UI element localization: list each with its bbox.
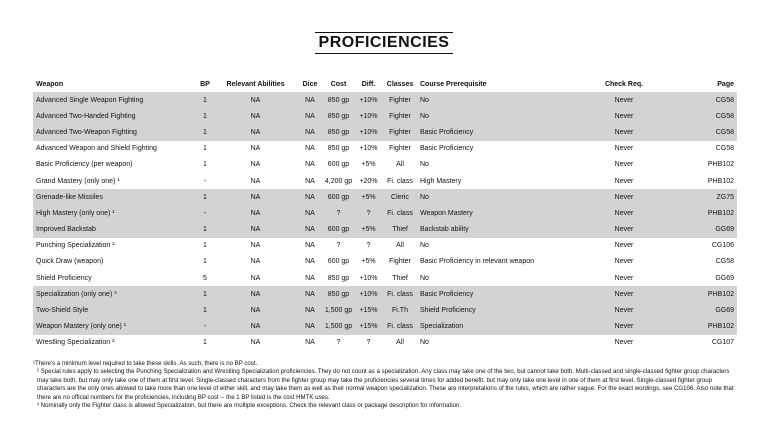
cell-bp: 1 — [203, 339, 207, 347]
cell-dice: NA — [305, 339, 315, 347]
cell-page: CG107 — [711, 339, 734, 347]
cell-diff: +5% — [361, 161, 376, 169]
cell-classes: Thief — [383, 222, 417, 238]
cell-cost: 850 gp — [327, 145, 350, 153]
cell-weapon: Advanced Single Weapon Fighting — [33, 92, 196, 108]
cell-check: Never — [614, 242, 634, 250]
page-title: PROFICIENCIES — [315, 32, 454, 54]
cell-abilities: NA — [214, 124, 297, 140]
cell-dice: NA — [305, 161, 315, 169]
cell-prereq: Basic Proficiency — [417, 124, 597, 140]
cell-prereq: No — [417, 108, 597, 124]
cell-dice: NA — [297, 92, 323, 108]
cell-classes: All — [396, 339, 404, 347]
table-row — [33, 270, 737, 286]
cell-weapon: Punching Specialization ² — [36, 242, 115, 250]
cell-prereq: Basic Proficiency — [420, 145, 474, 153]
cell-check: Never — [597, 302, 651, 318]
footnote-3: ³ Nominally only the Fighter class is allowed Specialization, but there are multiple exceptions. Check the relevant class or package description for information. — [37, 402, 462, 410]
col-header-classes: Classes — [386, 81, 414, 88]
cell-cost: 850 gp — [323, 92, 354, 108]
table-row — [33, 189, 737, 205]
cell-bp: - — [196, 319, 214, 335]
proficiencies-table — [33, 77, 737, 351]
cell-classes: Cleric — [383, 189, 417, 205]
cell-cost: ? — [323, 205, 354, 221]
cell-page: PHB102 — [651, 286, 737, 302]
cell-check: Never — [614, 339, 634, 347]
cell-cost: 850 gp — [323, 124, 354, 140]
cell-weapon: Weapon Mastery (only one) ¹ — [33, 319, 196, 335]
cell-dice: NA — [297, 319, 323, 335]
cell-diff: +20% — [359, 177, 378, 185]
cell-check: Never — [614, 258, 634, 266]
cell-page: CG58 — [715, 258, 734, 266]
cell-classes: Fi. class — [387, 177, 413, 185]
col-header-diff: Diff. — [361, 81, 376, 88]
table-row — [33, 205, 737, 221]
cell-dice: NA — [305, 145, 315, 153]
cell-abilities: NA — [214, 205, 297, 221]
cell-bp: 1 — [196, 189, 214, 205]
cell-dice: NA — [297, 302, 323, 318]
cell-check: Never — [597, 286, 651, 302]
cell-abilities: NA — [250, 161, 261, 169]
cell-bp: 1 — [196, 222, 214, 238]
cell-weapon: Wrestling Specialization ² — [36, 339, 115, 347]
table-row — [33, 254, 737, 270]
cell-page: CG58 — [651, 108, 737, 124]
cell-cost: 1,500 gp — [323, 319, 354, 335]
cell-cost: ? — [336, 242, 341, 250]
cell-cost: 850 gp — [327, 274, 350, 282]
cell-cost: ? — [336, 339, 341, 347]
cell-abilities: NA — [214, 302, 297, 318]
col-header-abilities: Relevant Abilities — [226, 81, 285, 88]
col-header-bp: BP — [200, 81, 210, 88]
table-row — [33, 157, 737, 173]
cell-diff: ? — [354, 205, 383, 221]
cell-page: GG69 — [715, 274, 734, 282]
cell-cost: 850 gp — [323, 108, 354, 124]
cell-bp: 1 — [196, 286, 214, 302]
cell-prereq: No — [417, 189, 597, 205]
cell-cost: 600 gp — [323, 222, 354, 238]
cell-weapon: Specialization (only one) ³ — [33, 286, 196, 302]
cell-bp: 1 — [203, 242, 207, 250]
col-header-prereq: Course Prerequisite — [420, 81, 487, 88]
cell-check: Never — [597, 222, 651, 238]
cell-prereq: Backstab ability — [417, 222, 597, 238]
cell-abilities: NA — [214, 108, 297, 124]
cell-page: ZG75 — [651, 189, 737, 205]
cell-page: PHB102 — [707, 177, 734, 185]
cell-bp: 1 — [196, 92, 214, 108]
cell-abilities: NA — [214, 92, 297, 108]
cell-classes: Fi. class — [383, 319, 417, 335]
table-row — [33, 124, 737, 140]
cell-page: CG106 — [711, 242, 734, 250]
cell-weapon: Advanced Weapon and Shield Fighting — [36, 145, 157, 153]
cell-prereq: Weapon Mastery — [417, 205, 597, 221]
cell-classes: Fi.Th — [383, 302, 417, 318]
cell-cost: 850 gp — [323, 286, 354, 302]
cell-cost: 4,200 gp — [324, 177, 353, 185]
cell-dice: NA — [297, 189, 323, 205]
cell-classes: Fi. class — [383, 286, 417, 302]
cell-prereq: No — [420, 274, 429, 282]
cell-dice: NA — [297, 222, 323, 238]
cell-classes: Fighter — [383, 92, 417, 108]
cell-dice: NA — [297, 205, 323, 221]
cell-diff: +10% — [354, 286, 383, 302]
cell-page: PHB102 — [651, 319, 737, 335]
cell-cost: 600 gp — [327, 161, 350, 169]
cell-check: Never — [597, 319, 651, 335]
cell-weapon: High Mastery (only one) ¹ — [33, 205, 196, 221]
page-title-wrap — [0, 32, 768, 54]
col-header-check: Check Req. — [604, 81, 644, 88]
cell-dice: NA — [297, 286, 323, 302]
cell-diff: +10% — [354, 124, 383, 140]
cell-classes: Fighter — [389, 145, 411, 153]
cell-check: Never — [614, 274, 634, 282]
cell-diff: +10% — [359, 274, 378, 282]
cell-abilities: NA — [214, 189, 297, 205]
cell-classes: Fighter — [389, 258, 411, 266]
cell-weapon: Grand Mastery (only one) ¹ — [36, 177, 120, 185]
table-row — [33, 238, 737, 254]
cell-abilities: NA — [250, 274, 261, 282]
cell-classes: All — [396, 161, 404, 169]
cell-dice: NA — [305, 274, 315, 282]
cell-weapon: Quick Draw (weapon) — [36, 258, 104, 266]
cell-diff: +5% — [361, 258, 376, 266]
cell-prereq: No — [420, 242, 429, 250]
cell-abilities: NA — [250, 242, 261, 250]
cell-diff: +5% — [354, 189, 383, 205]
table-row — [33, 302, 737, 318]
cell-bp: 1 — [203, 258, 207, 266]
footnote-1: ¹There's a minimum level required to take these skills. As such, there is no BP cost. — [33, 360, 258, 367]
cell-cost: 600 gp — [323, 189, 354, 205]
cell-diff: ? — [366, 242, 371, 250]
cell-dice: NA — [305, 258, 315, 266]
cell-bp: 5 — [203, 274, 207, 282]
cell-bp: 1 — [196, 302, 214, 318]
table-row — [33, 108, 737, 124]
cell-weapon: Advanced Two-Weapon Fighting — [33, 124, 196, 140]
cell-classes: Fi. class — [383, 205, 417, 221]
cell-diff: +10% — [354, 92, 383, 108]
cell-weapon: Grenade-like Missiles — [33, 189, 196, 205]
cell-page: CG58 — [651, 92, 737, 108]
cell-weapon: Improved Backstab — [33, 222, 196, 238]
table-row — [33, 286, 737, 302]
cell-prereq: Shield Proficiency — [417, 302, 597, 318]
cell-classes: Fighter — [383, 108, 417, 124]
cell-page: PHB102 — [651, 205, 737, 221]
cell-prereq: Basic Proficiency in relevant weapon — [420, 258, 535, 266]
cell-check: Never — [597, 205, 651, 221]
cell-weapon: Shield Proficiency — [36, 274, 92, 282]
table-header-row — [33, 77, 737, 92]
cell-check: Never — [614, 145, 634, 153]
cell-classes: Thief — [392, 274, 408, 282]
cell-prereq: Specialization — [417, 319, 597, 335]
cell-check: Never — [597, 92, 651, 108]
footnotes — [33, 360, 737, 410]
cell-bp: - — [203, 177, 207, 185]
cell-weapon: Basic Proficiency (per weapon) — [36, 161, 133, 169]
col-header-cost: Cost — [330, 81, 347, 88]
cell-weapon: Advanced Two-Handed Fighting — [33, 108, 196, 124]
table-row — [33, 335, 737, 351]
cell-check: Never — [597, 124, 651, 140]
cell-page: GG69 — [651, 302, 737, 318]
cell-cost: 600 gp — [327, 258, 350, 266]
cell-page: PHB102 — [707, 161, 734, 169]
cell-prereq: Basic Proficiency — [417, 286, 597, 302]
col-header-page: Page — [717, 81, 734, 88]
cell-classes: All — [396, 242, 404, 250]
col-header-dice: Dice — [302, 81, 318, 88]
cell-abilities: NA — [214, 286, 297, 302]
cell-abilities: NA — [250, 339, 261, 347]
cell-prereq: No — [420, 161, 429, 169]
cell-diff: ? — [366, 339, 371, 347]
cell-prereq: No — [420, 339, 429, 347]
cell-diff: +5% — [354, 222, 383, 238]
cell-classes: Fighter — [383, 124, 417, 140]
cell-abilities: NA — [214, 319, 297, 335]
cell-cost: 1,500 gp — [323, 302, 354, 318]
table-row — [33, 141, 737, 157]
cell-diff: +10% — [359, 145, 378, 153]
cell-abilities: NA — [214, 222, 297, 238]
cell-dice: NA — [305, 177, 315, 185]
cell-abilities: NA — [250, 258, 261, 266]
table-row — [33, 222, 737, 238]
cell-dice: NA — [297, 108, 323, 124]
cell-check: Never — [614, 177, 634, 185]
table-row — [33, 173, 737, 189]
cell-prereq: High Mastery — [420, 177, 462, 185]
cell-check: Never — [614, 161, 634, 169]
cell-dice: NA — [305, 242, 315, 250]
table-row — [33, 92, 737, 108]
cell-bp: 1 — [196, 124, 214, 140]
cell-diff: +15% — [354, 302, 383, 318]
cell-dice: NA — [297, 124, 323, 140]
footnote-2: ² Special rules apply to selecting the Punching Specialization and Wrestling Specialization proficiencies. They do not count as a specialization. Any class may take one of the two, but cannot take both. Multi-classed and single-classed fighter group characters may take both, but may only take one of them at first level. Single-classed characters from the fighter group may take the proficiencies several times for added benefit, but may only take one level in one of them at first level. Single-classed fighter group characters are the only ones allowed to take more than one level of either skill, and may take them as well as their normal weapon specialization. These are interpretations of the rules, which are rather vague. For the exact wordings, see CG106. Also note that there are no official numbers for the proficiencies, including BP cost -- the 1 BP listed is the cost HMTK uses. — [37, 368, 734, 401]
table-row — [33, 319, 737, 335]
cell-abilities: NA — [250, 145, 261, 153]
col-header-weapon: Weapon — [36, 81, 64, 88]
cell-bp: 1 — [203, 145, 207, 153]
cell-bp: 1 — [203, 161, 207, 169]
cell-page: CG58 — [715, 145, 734, 153]
cell-check: Never — [597, 189, 651, 205]
cell-prereq: No — [417, 92, 597, 108]
cell-page: GG69 — [651, 222, 737, 238]
cell-diff: +10% — [354, 108, 383, 124]
cell-page: CG58 — [651, 124, 737, 140]
cell-diff: +15% — [354, 319, 383, 335]
cell-bp: 1 — [196, 108, 214, 124]
cell-weapon: Two-Shield Style — [33, 302, 196, 318]
cell-check: Never — [597, 108, 651, 124]
cell-bp: - — [196, 205, 214, 221]
cell-abilities: NA — [250, 177, 261, 185]
